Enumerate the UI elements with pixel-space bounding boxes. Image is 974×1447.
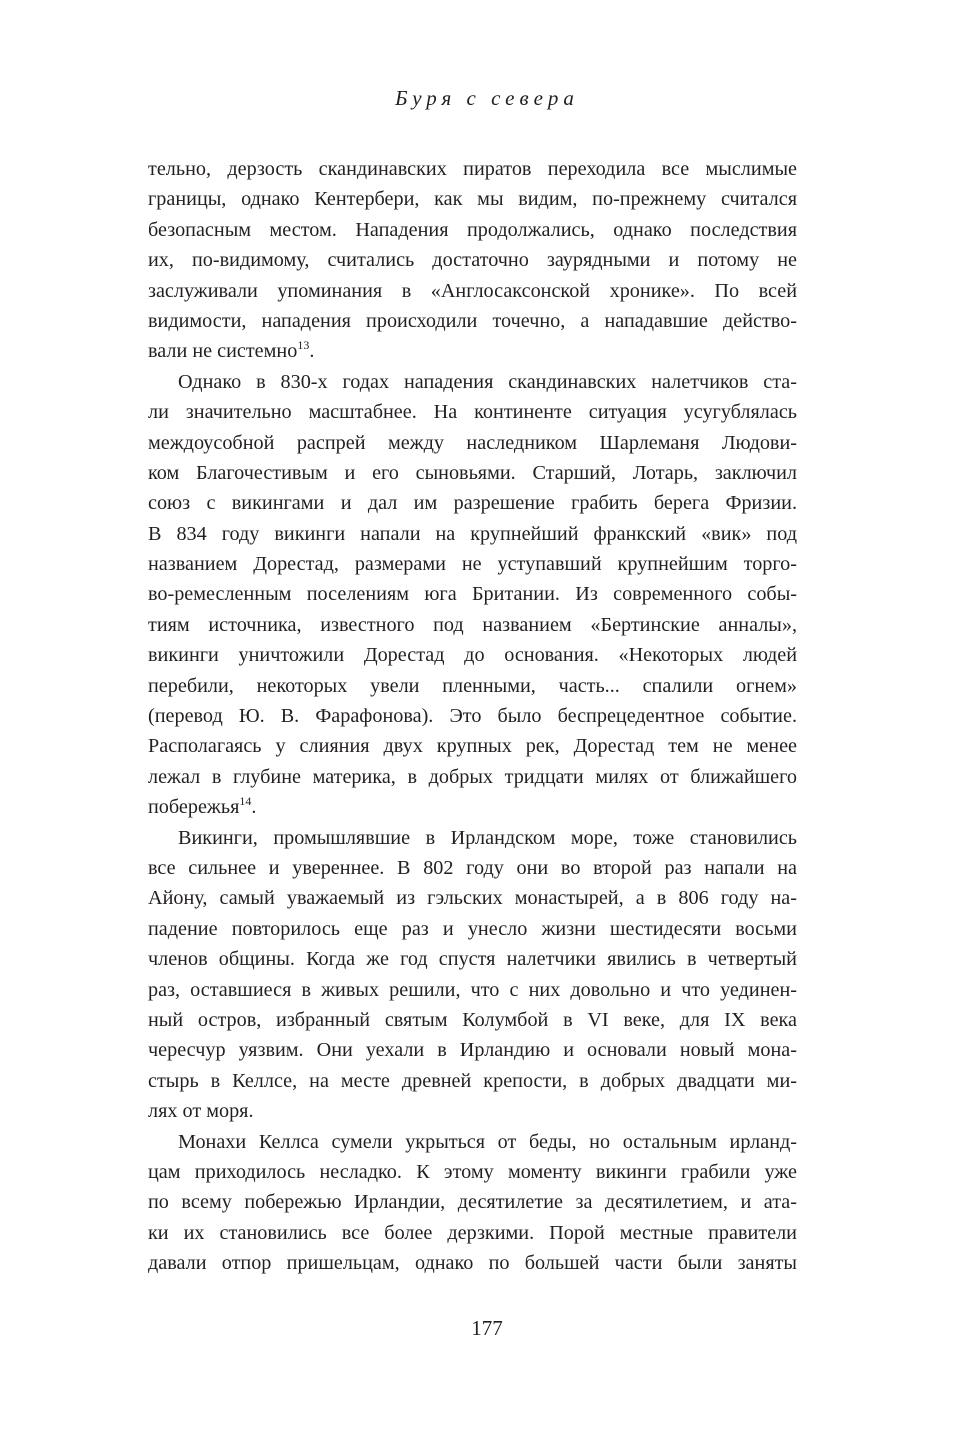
text-line: по всему побережью Ирландии, десятилетие за десятилетием, и ата- (148, 1191, 797, 1214)
paragraph (148, 154, 797, 367)
page-number: 177 (471, 1316, 503, 1340)
text-line: членов общины. Когда же год спустя налетчики явились в четвертый (148, 948, 797, 971)
text-line: тиям источника, известного под названием «Бертинские анналы», (148, 613, 797, 636)
text-line: чересчур уязвим. Они уехали в Ирландию и основали новый мона- (148, 1039, 797, 1062)
text-line (148, 336, 797, 366)
text-line: их, по-видимому, считались достаточно заурядными и потому не (148, 249, 797, 272)
text-line: стырь в Келлсе, на месте древней крепости, в добрых двадцати ми- (148, 1069, 797, 1092)
text-line (148, 792, 797, 822)
text-line: викинги уничтожили Дорестад до основания. «Некоторых людей (148, 644, 797, 667)
text-line: лежал в глубине материка, в добрых тридцати милях от ближайшего (148, 765, 797, 788)
text-line: Айону, самый уважаемый из гэльских монастырей, а в 806 году на- (148, 887, 797, 910)
text-line: ли значительно масштабнее. На континенте ситуация усугублялась (148, 401, 797, 424)
paragraph (148, 367, 797, 823)
text-line: Располагаясь у слияния двух крупных рек, Дорестад тем не менее (148, 735, 797, 758)
running-head: Буря с севера (395, 86, 579, 110)
text-line: границы, однако Кентербери, как мы видим, по-прежнему считался (148, 188, 797, 211)
text-line: заслуживали упоминания в «Англосаксонской хронике». По всей (148, 279, 797, 302)
text-line: лях от моря. (148, 1100, 254, 1123)
text-line: Однако в 830-х годах нападения скандинавских налетчиков ста- (178, 370, 797, 393)
text-line: тельно, дерзость скандинавских пиратов переходила все мыслимые (148, 158, 797, 180)
text-line: В 834 году викинги напали на крупнейший франкский «вик» под (148, 522, 797, 545)
text-line: все сильнее и увереннее. В 802 году они во второй раз напали на (148, 856, 797, 879)
text-line: Монахи Келлса сумели укрыться от беды, но остальным ирланд- (178, 1130, 797, 1153)
text-line: Викинги, промышлявшие в Ирландском море, тоже становились (178, 826, 797, 849)
punctuation: . (309, 340, 315, 363)
text-line: раз, оставшиеся в живых решили, что с них довольно и что уединен- (148, 978, 797, 1001)
text-line: ком Благочестивым и его сыновьями. Старший, Лотарь, заключил (148, 461, 797, 484)
text-line: давали отпор пришельцам, однако по большей части были заняты (148, 1252, 797, 1275)
text-line: цам приходилось несладко. К этому моменту викинги грабили уже (148, 1160, 797, 1183)
text-line: названием Дорестад, размерами не уступавший крупнейшим торго- (148, 553, 797, 576)
text-line: ки их становились все более дерзкими. Порой местные правители (148, 1221, 797, 1244)
paragraph (148, 1127, 797, 1279)
paragraph (148, 823, 797, 1127)
text-line: падение повторилось еще раз и унесло жизни шестидесяти восьми (148, 917, 797, 940)
text-line: видимости, нападения происходили точечно, а нападавшие действо- (148, 309, 797, 332)
text-line: перебили, некоторых увели пленными, часть... спалили огнем» (148, 674, 797, 697)
text-line-content: побережья (148, 796, 240, 819)
text-line: союз с викингами и дал им разрешение грабить берега Фризии. (148, 492, 797, 515)
text-line: междоусобной распрей между наследником Шарлеманя Людови- (148, 431, 797, 454)
punctuation: . (251, 796, 257, 819)
text-line-content: вали не системно (148, 340, 298, 363)
body-text (148, 154, 797, 1278)
footnote-ref: 13 (297, 338, 310, 353)
text-line: безопасным местом. Нападения продолжались, однако последствия (148, 218, 797, 241)
text-line: (перевод Ю. В. Фарафонова). Это было беспрецедентное событие. (148, 705, 797, 728)
footnote-ref: 14 (239, 794, 252, 809)
text-line: ный остров, избранный святым Колумбой в VI веке, для IX века (148, 1008, 797, 1031)
text-line: во-ремесленным поселениям юга Британии. Из современного собы- (148, 583, 797, 606)
